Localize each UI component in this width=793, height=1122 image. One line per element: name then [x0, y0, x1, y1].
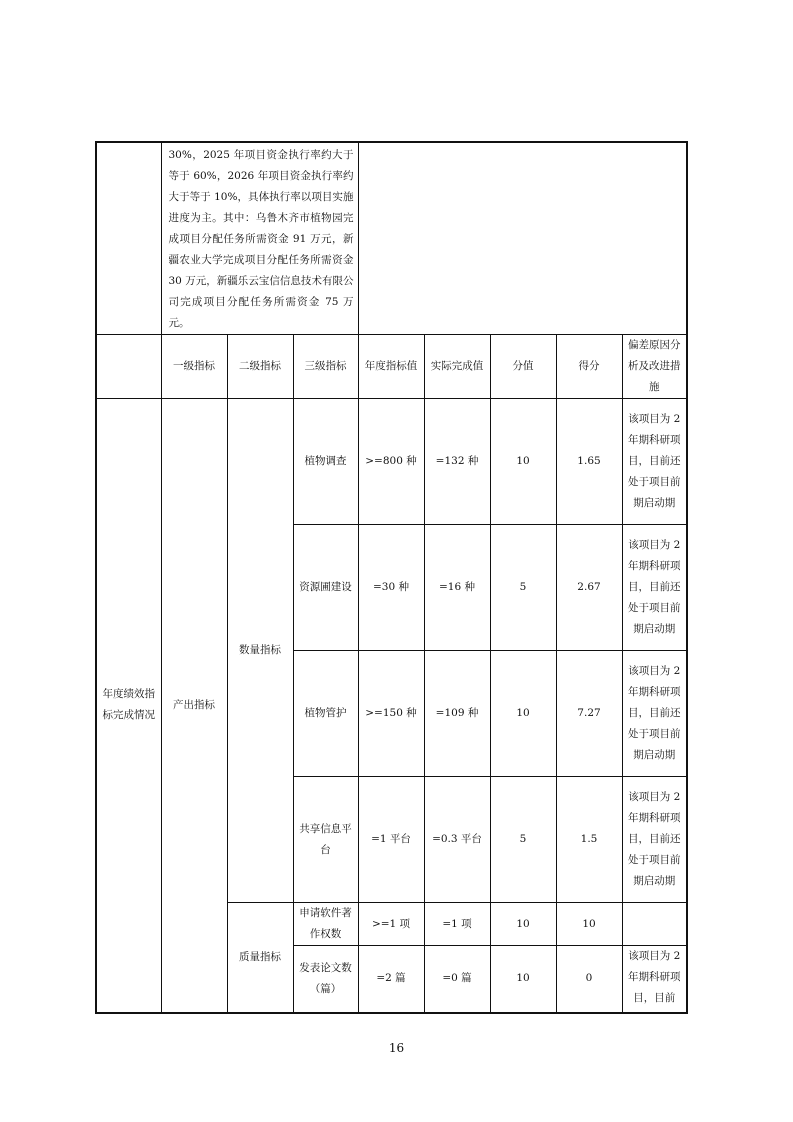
header-score-value: 分值: [490, 335, 556, 399]
deviation-note: 该项目为 2 年期科研项目，目前还处于项目前期启动期: [622, 525, 687, 651]
deviation-note: 该项目为 2 年期科研项目，目前还处于项目前期启动期: [622, 651, 687, 777]
target-cell: =2 篇: [358, 946, 424, 1013]
intro-row: [96, 142, 687, 335]
obtained-cell: 10: [556, 903, 622, 946]
level3-cell: 申请软件著作权数: [293, 903, 358, 946]
deviation-note: 该项目为 2 年期科研项目，目前还处于项目前期启动期: [622, 399, 687, 525]
quality-label: 质量指标: [227, 903, 293, 1013]
performance-table: [95, 141, 688, 1014]
header-level1: 一级指标: [161, 335, 227, 399]
actual-cell: =0 篇: [424, 946, 490, 1013]
deviation-note: 该项目为 2 年期科研项目，目前还处于项目前期启动期: [622, 777, 687, 903]
header-annual-target: 年度指标值: [358, 335, 424, 399]
page-number: 16: [388, 1041, 405, 1055]
target-cell: =30 种: [358, 525, 424, 651]
header-deviation: 偏差原因分析及改进措施: [622, 335, 687, 399]
header-row: [96, 335, 687, 399]
target-cell: >=1 项: [358, 903, 424, 946]
intro-blank-cell: [96, 142, 161, 335]
target-cell: =1 平台: [358, 777, 424, 903]
table-row: [96, 399, 687, 525]
intro-text: 30%，2025 年项目资金执行率约大于等于 60%，2026 年项目资金执行率约大于等于 10%，具体执行率以项目实施进度为主。其中：乌鲁木齐市植物园完成项目分配任务所需资金 91 万元，新疆农业大学完成项目分配任务所需资金 30 万元，新疆乐云宝信信息技术有限公司完成项目分配任务所需资金 75 万元。: [161, 142, 358, 335]
score-cell: 5: [490, 777, 556, 903]
header-actual-value: 实际完成值: [424, 335, 490, 399]
header-blank-cell: [96, 335, 161, 399]
level3-cell: 发表论文数（篇）: [293, 946, 358, 1013]
actual-cell: =0.3 平台: [424, 777, 490, 903]
obtained-cell: 0: [556, 946, 622, 1013]
target-cell: >=800 种: [358, 399, 424, 525]
level1-label: 产出指标: [161, 399, 227, 1013]
level3-cell: 植物管护: [293, 651, 358, 777]
score-cell: 10: [490, 946, 556, 1013]
score-cell: 5: [490, 525, 556, 651]
level3-cell: 植物调查: [293, 399, 358, 525]
row-group-label: 年度绩效指标完成情况: [96, 399, 161, 1013]
score-cell: 10: [490, 903, 556, 946]
score-cell: 10: [490, 651, 556, 777]
header-level2: 二级指标: [227, 335, 293, 399]
intro-right-blank-cell: [358, 142, 687, 335]
actual-cell: =16 种: [424, 525, 490, 651]
level3-cell: 资源圃建设: [293, 525, 358, 651]
obtained-cell: 7.27: [556, 651, 622, 777]
obtained-cell: 1.65: [556, 399, 622, 525]
actual-cell: =1 项: [424, 903, 490, 946]
quantity-label: 数量指标: [227, 399, 293, 903]
header-score-obtained: 得分: [556, 335, 622, 399]
actual-cell: =109 种: [424, 651, 490, 777]
level3-cell: 共享信息平台: [293, 777, 358, 903]
obtained-cell: 2.67: [556, 525, 622, 651]
actual-cell: =132 种: [424, 399, 490, 525]
obtained-cell: 1.5: [556, 777, 622, 903]
score-cell: 10: [490, 399, 556, 525]
deviation-note: 该项目为 2 年期科研项目，目前: [622, 946, 687, 1013]
header-level3: 三级指标: [293, 335, 358, 399]
target-cell: >=150 种: [358, 651, 424, 777]
deviation-note: [622, 903, 687, 946]
